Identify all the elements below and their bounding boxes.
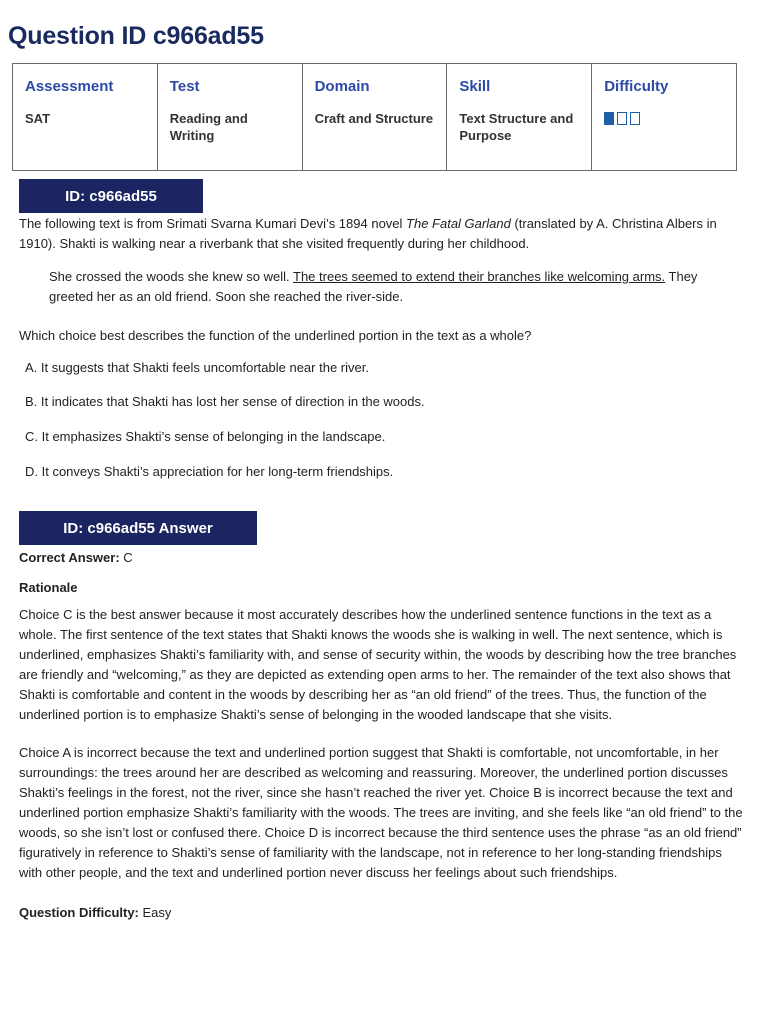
passage-before: She crossed the woods she knew so well. (49, 269, 294, 284)
assessment-cell (13, 64, 158, 171)
question-difficulty-label: Question Difficulty: (19, 905, 139, 920)
difficulty-cell (592, 64, 737, 171)
question-info-table (12, 63, 737, 171)
assessment-header: Assessment (25, 78, 114, 95)
assessment-value: SAT (25, 111, 51, 126)
domain-value: Craft and Structure (314, 111, 434, 126)
difficulty-indicator (604, 112, 724, 125)
skill-header: Skill (459, 78, 491, 95)
underlined-sentence: The trees seemed to extend their branches like welcoming arms. (293, 269, 666, 284)
difficulty-header: Difficulty (604, 78, 669, 95)
question-difficulty (19, 903, 171, 923)
domain-cell (302, 64, 447, 171)
passage-text (49, 267, 737, 307)
passage-after: They greeted her as an old friend. Soon she reached the river-side. (49, 269, 698, 304)
page-title: Question ID c966ad55 (8, 22, 264, 50)
question-id-banner: ID: c966ad55 (19, 179, 203, 213)
test-value: Reading and Writing (169, 111, 248, 143)
choice-d[interactable]: D. It conveys Shakti’s appreciation for her long-term friendships. (25, 464, 394, 479)
question-difficulty-value: Easy (142, 905, 172, 920)
correct-answer-label: Correct Answer: (19, 550, 120, 565)
intro-before: The following text is from Srimati Svarna Kumari Devi’s 1894 novel (19, 216, 407, 231)
test-cell (157, 64, 302, 171)
choice-a[interactable]: A. It suggests that Shakti feels uncomfortable near the river. (25, 360, 369, 375)
rationale-heading: Rationale (19, 580, 78, 595)
domain-header: Domain (314, 78, 370, 95)
rationale-paragraph-2: Choice A is incorrect because the text and underlined portion suggest that Shakti is comfortable, not uncomfortable, in her surroundings: the trees around her are described as welcoming and reassuring. Moreover, the underlined portion discusses Shakti’s feelings in the forest, not the river, since she hasn’t reached the river yet. Choice B is incorrect because the text and underlined portion emphasize Shakti’s familiarity with the woods. The trees are inviting, and she feels like “an old friend” to the woods, so she isn’t lost or confused there. Choice D is incorrect because the third sentence uses the phrase “as an old friend” figuratively in reference to Shakti’s sense of familiarity with the landscape, not in reference to her long-standing friendships with other people, and the text and underlined portion never discuss her feelings about such friendships. (19, 745, 743, 880)
difficulty-box-1 (604, 112, 614, 125)
correct-answer-value: C (123, 550, 133, 565)
answer-id-banner: ID: c966ad55 Answer (19, 511, 257, 545)
choice-b[interactable]: B. It indicates that Shakti has lost her sense of direction in the woods. (25, 394, 425, 409)
skill-cell (447, 64, 592, 171)
correct-answer (19, 548, 133, 568)
intro-title: The Fatal Garland (406, 216, 511, 231)
question-prompt: Which choice best describes the function of the underlined portion in the text as a whole? (19, 328, 532, 343)
rationale-paragraph-1: Choice C is the best answer because it most accurately describes how the underlined sentence functions in the text as a whole. The first sentence of the text states that Shakti knows the woods she is walking in well. The next sentence, which is underlined, emphasizes Shakti’s familiarity with, and sense of security within, the woods by describing how the tree branches are friendly and “welcoming,” as they are depicted as extending open arms to her. The remainder of the text also shows that Shakti is comfortable and content in the woods by describing her as “an old friend” of the trees. Thus, the function of the underlined portion is to emphasize Shakti’s sense of belonging in the wooded landscape that she visits. (19, 607, 737, 722)
skill-value: Text Structure and Purpose (459, 111, 574, 143)
choice-c[interactable]: C. It emphasizes Shakti’s sense of belonging in the landscape. (25, 429, 386, 444)
test-header: Test (169, 78, 200, 95)
difficulty-box-3 (630, 112, 640, 125)
intro-after: (translated by A. Christina Albers in 1910). Shakti is walking near a riverbank that she visited frequently during her childhood. (19, 216, 717, 251)
difficulty-box-2 (617, 112, 627, 125)
intro-text (19, 214, 731, 254)
